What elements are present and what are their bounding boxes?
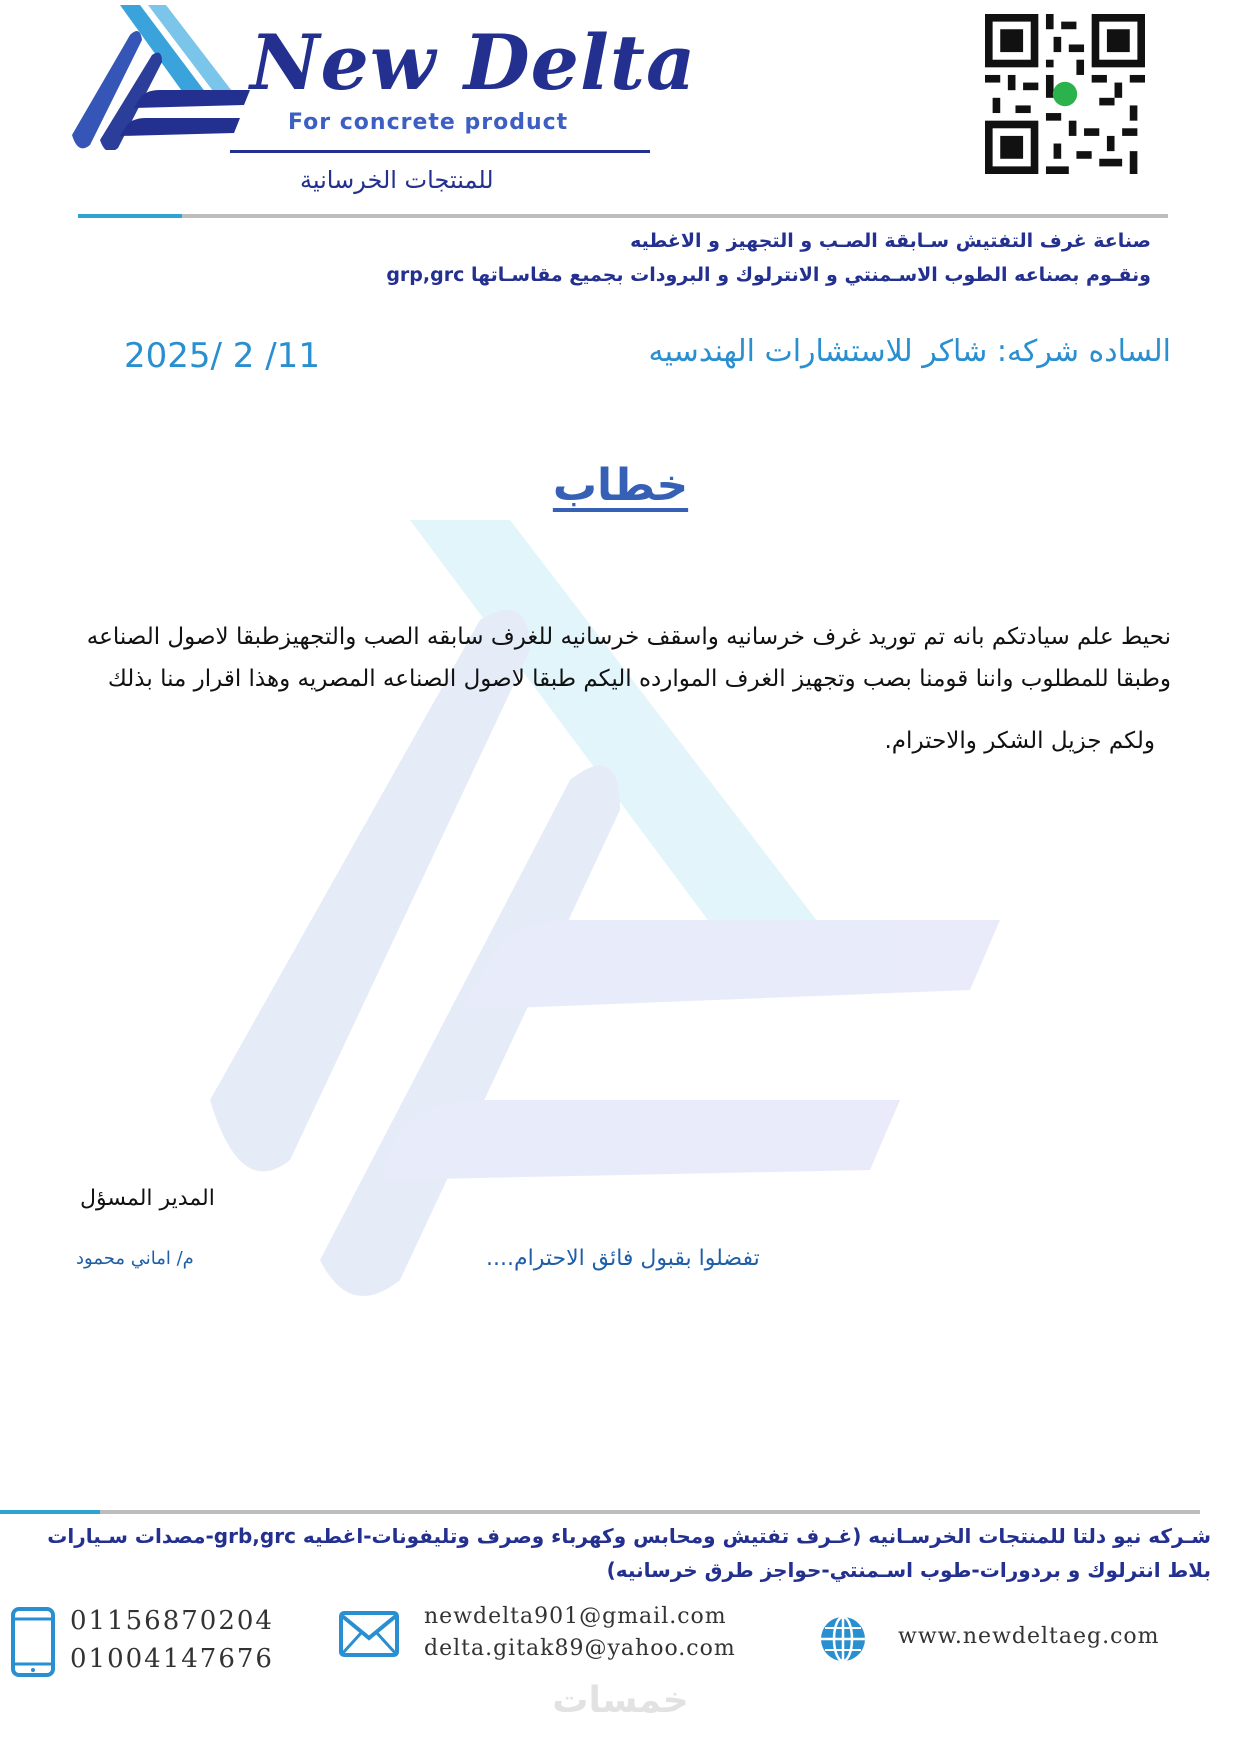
- email-2[interactable]: delta.gitak89@yahoo.com: [424, 1636, 736, 1661]
- footer-rule: [0, 1510, 1200, 1514]
- services-line-1: صناعة غرف التفتيش سـابقة الصـب و التجهيز و الاغطيه: [630, 230, 1151, 252]
- footer-line-2: بلاط انترلوك و بردورات-طوب اسـمنتي-حواجز طرق خرسانيه): [606, 1558, 1211, 1582]
- brand-name: New Delta: [250, 18, 697, 107]
- footer-line-1: شـركه نيو دلتا للمنتجات الخرسـانيه (غـرف تفتيش ومحابس وكهرباء وصرف وتليفونات-اغطيه grb,grc-مصدات سـيارات: [47, 1524, 1211, 1548]
- recipient: الساده شركه: شاكر للاستشارات الهندسيه: [648, 334, 1171, 369]
- site-watermark: خمسات: [552, 1680, 689, 1721]
- manager-name: م/ اماني محمود: [76, 1248, 194, 1269]
- header-rule-accent: [78, 214, 182, 218]
- phone-icon: [10, 1606, 56, 1678]
- email-1[interactable]: newdelta901@gmail.com: [424, 1604, 727, 1629]
- brand-tagline: For concrete product: [288, 110, 569, 135]
- services-line-2: ونقـوم بصناعه الطوب الاسـمنتي و الانترلوك و البرودات بجميع مقاسـاتها grp,grc: [386, 264, 1151, 286]
- phone-number-1[interactable]: 01156870204: [70, 1606, 274, 1636]
- brand-arabic-name: للمنتجات الخرسانية: [300, 166, 494, 194]
- thanks-line: ولكم جزيل الشكر والاحترام.: [884, 728, 1155, 754]
- qr-code-icon: [985, 14, 1145, 174]
- letter-body: نحيط علم سيادتكم بانه تم توريد غرف خرسانيه واسقف خرسانيه للغرف سابقه الصب والتجهيزطبقا لاصول الصناعه وطبقا للمطلوب واننا قومنا بصب وتجهيز الغرف الموارده اليكم طبقا لاصول الصناعه المصريه وهذا اقرار منا بذلك: [86, 624, 1171, 692]
- manager-title: المدير المسؤل: [80, 1186, 215, 1211]
- phone-number-2[interactable]: 01004147676: [70, 1644, 274, 1674]
- logo-mark-icon: [70, 0, 250, 150]
- brand-underline: [230, 150, 650, 153]
- mail-icon: [338, 1610, 400, 1658]
- letter-date: 2025/ 2 /11: [124, 336, 320, 376]
- globe-icon: [818, 1614, 868, 1664]
- footer-rule-accent: [0, 1510, 100, 1514]
- header-rule: [78, 214, 1168, 218]
- website-link[interactable]: www.newdeltaeg.com: [898, 1624, 1160, 1649]
- closing-line: تفضلوا بقبول فائق الاحترام....: [486, 1246, 760, 1271]
- letter-title: خطاب: [552, 460, 689, 511]
